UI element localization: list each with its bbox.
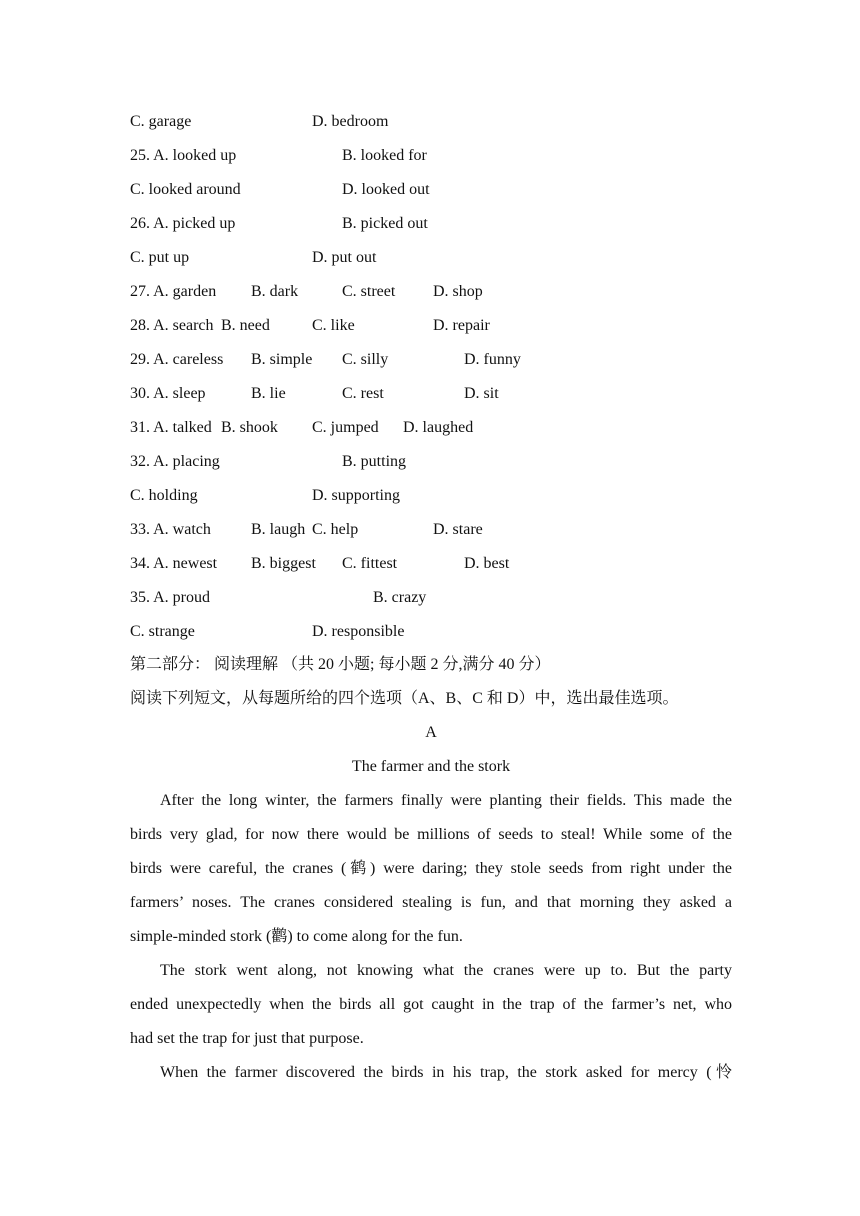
option-c: C. help [312, 521, 359, 538]
passage-line: farmers’ noses. The cranes considered stealing is fun, and that morning they asked a [130, 894, 732, 911]
option-d: D. laughed [403, 419, 474, 436]
option-b: B. simple [251, 351, 313, 368]
passage-line: simple-minded stork (鹳) to come along for the fun. [130, 928, 463, 945]
option-d: D. funny [464, 351, 521, 368]
option-c: C. silly [342, 351, 389, 368]
option-d: D. responsible [312, 623, 405, 640]
option-c: C. looked around [130, 181, 241, 198]
passage-line: birds were careful, the cranes (鹤) were daring; they stole seeds from right under the [130, 860, 732, 877]
option-d: D. repair [433, 317, 490, 334]
passage-line: had set the trap for just that purpose. [130, 1030, 364, 1047]
option-c: C. strange [130, 623, 195, 640]
option-a: 29. A. careless [130, 351, 224, 368]
option-b: B. putting [342, 453, 407, 470]
option-a: 27. A. garden [130, 283, 217, 300]
option-b: B. lie [251, 385, 286, 402]
passage-line: birds very glad, for now there would be millions of seeds to steal! While some of the [130, 826, 732, 843]
option-b: B. dark [251, 283, 299, 300]
option-b: B. laugh [251, 521, 306, 538]
option-c: C. like [312, 317, 355, 334]
option-d: D. best [464, 555, 510, 572]
option-d: D. sit [464, 385, 499, 402]
option-d: D. bedroom [312, 113, 389, 130]
option-a: 35. A. proud [130, 589, 210, 606]
option-a: 30. A. sleep [130, 385, 206, 402]
option-b: B. need [221, 317, 270, 334]
option-b: B. looked for [342, 147, 427, 164]
option-a: 26. A. picked up [130, 215, 236, 232]
passage-title: The farmer and the stork [351, 758, 511, 775]
option-c: C. fittest [342, 555, 398, 572]
passage-label: A [425, 724, 437, 741]
option-d: D. looked out [342, 181, 430, 198]
passage-line: The stork went along, not knowing what the cranes were up to. But the party [160, 962, 732, 979]
option-a: 25. A. looked up [130, 147, 237, 164]
option-a: 31. A. talked [130, 419, 212, 436]
option-b: B. crazy [373, 589, 427, 606]
option-d: D. supporting [312, 487, 400, 504]
option-a: 32. A. placing [130, 453, 220, 470]
passage-line: ended unexpectedly when the birds all got caught in the trap of the farmer’s net, who [130, 996, 732, 1013]
option-c: C. street [342, 283, 396, 300]
option-c: C. garage [130, 113, 192, 130]
passage-line: When the farmer discovered the birds in his trap, the stork asked for mercy (怜 [160, 1064, 732, 1081]
option-a: 33. A. watch [130, 521, 211, 538]
option-d: D. stare [433, 521, 483, 538]
section-instruction: 阅读下列短文，从每题所给的四个选项（A、B、C 和 D）中，选出最佳选项。 [130, 690, 679, 707]
option-b: B. picked out [342, 215, 428, 232]
option-c: C. holding [130, 487, 198, 504]
option-d: D. put out [312, 249, 377, 266]
option-c: C. rest [342, 385, 384, 402]
option-a: 34. A. newest [130, 555, 218, 572]
option-c: C. put up [130, 249, 190, 266]
option-b: B. shook [221, 419, 278, 436]
section-heading: 第二部分： 阅读理解 （共 20 小题; 每小题 2 分,满分 40 分） [130, 656, 551, 673]
option-c: C. jumped [312, 419, 379, 436]
option-b: B. biggest [251, 555, 316, 572]
option-d: D. shop [433, 283, 483, 300]
passage-line: After the long winter, the farmers finally were planting their fields. This made the [160, 792, 732, 809]
option-a: 28. A. search [130, 317, 214, 334]
